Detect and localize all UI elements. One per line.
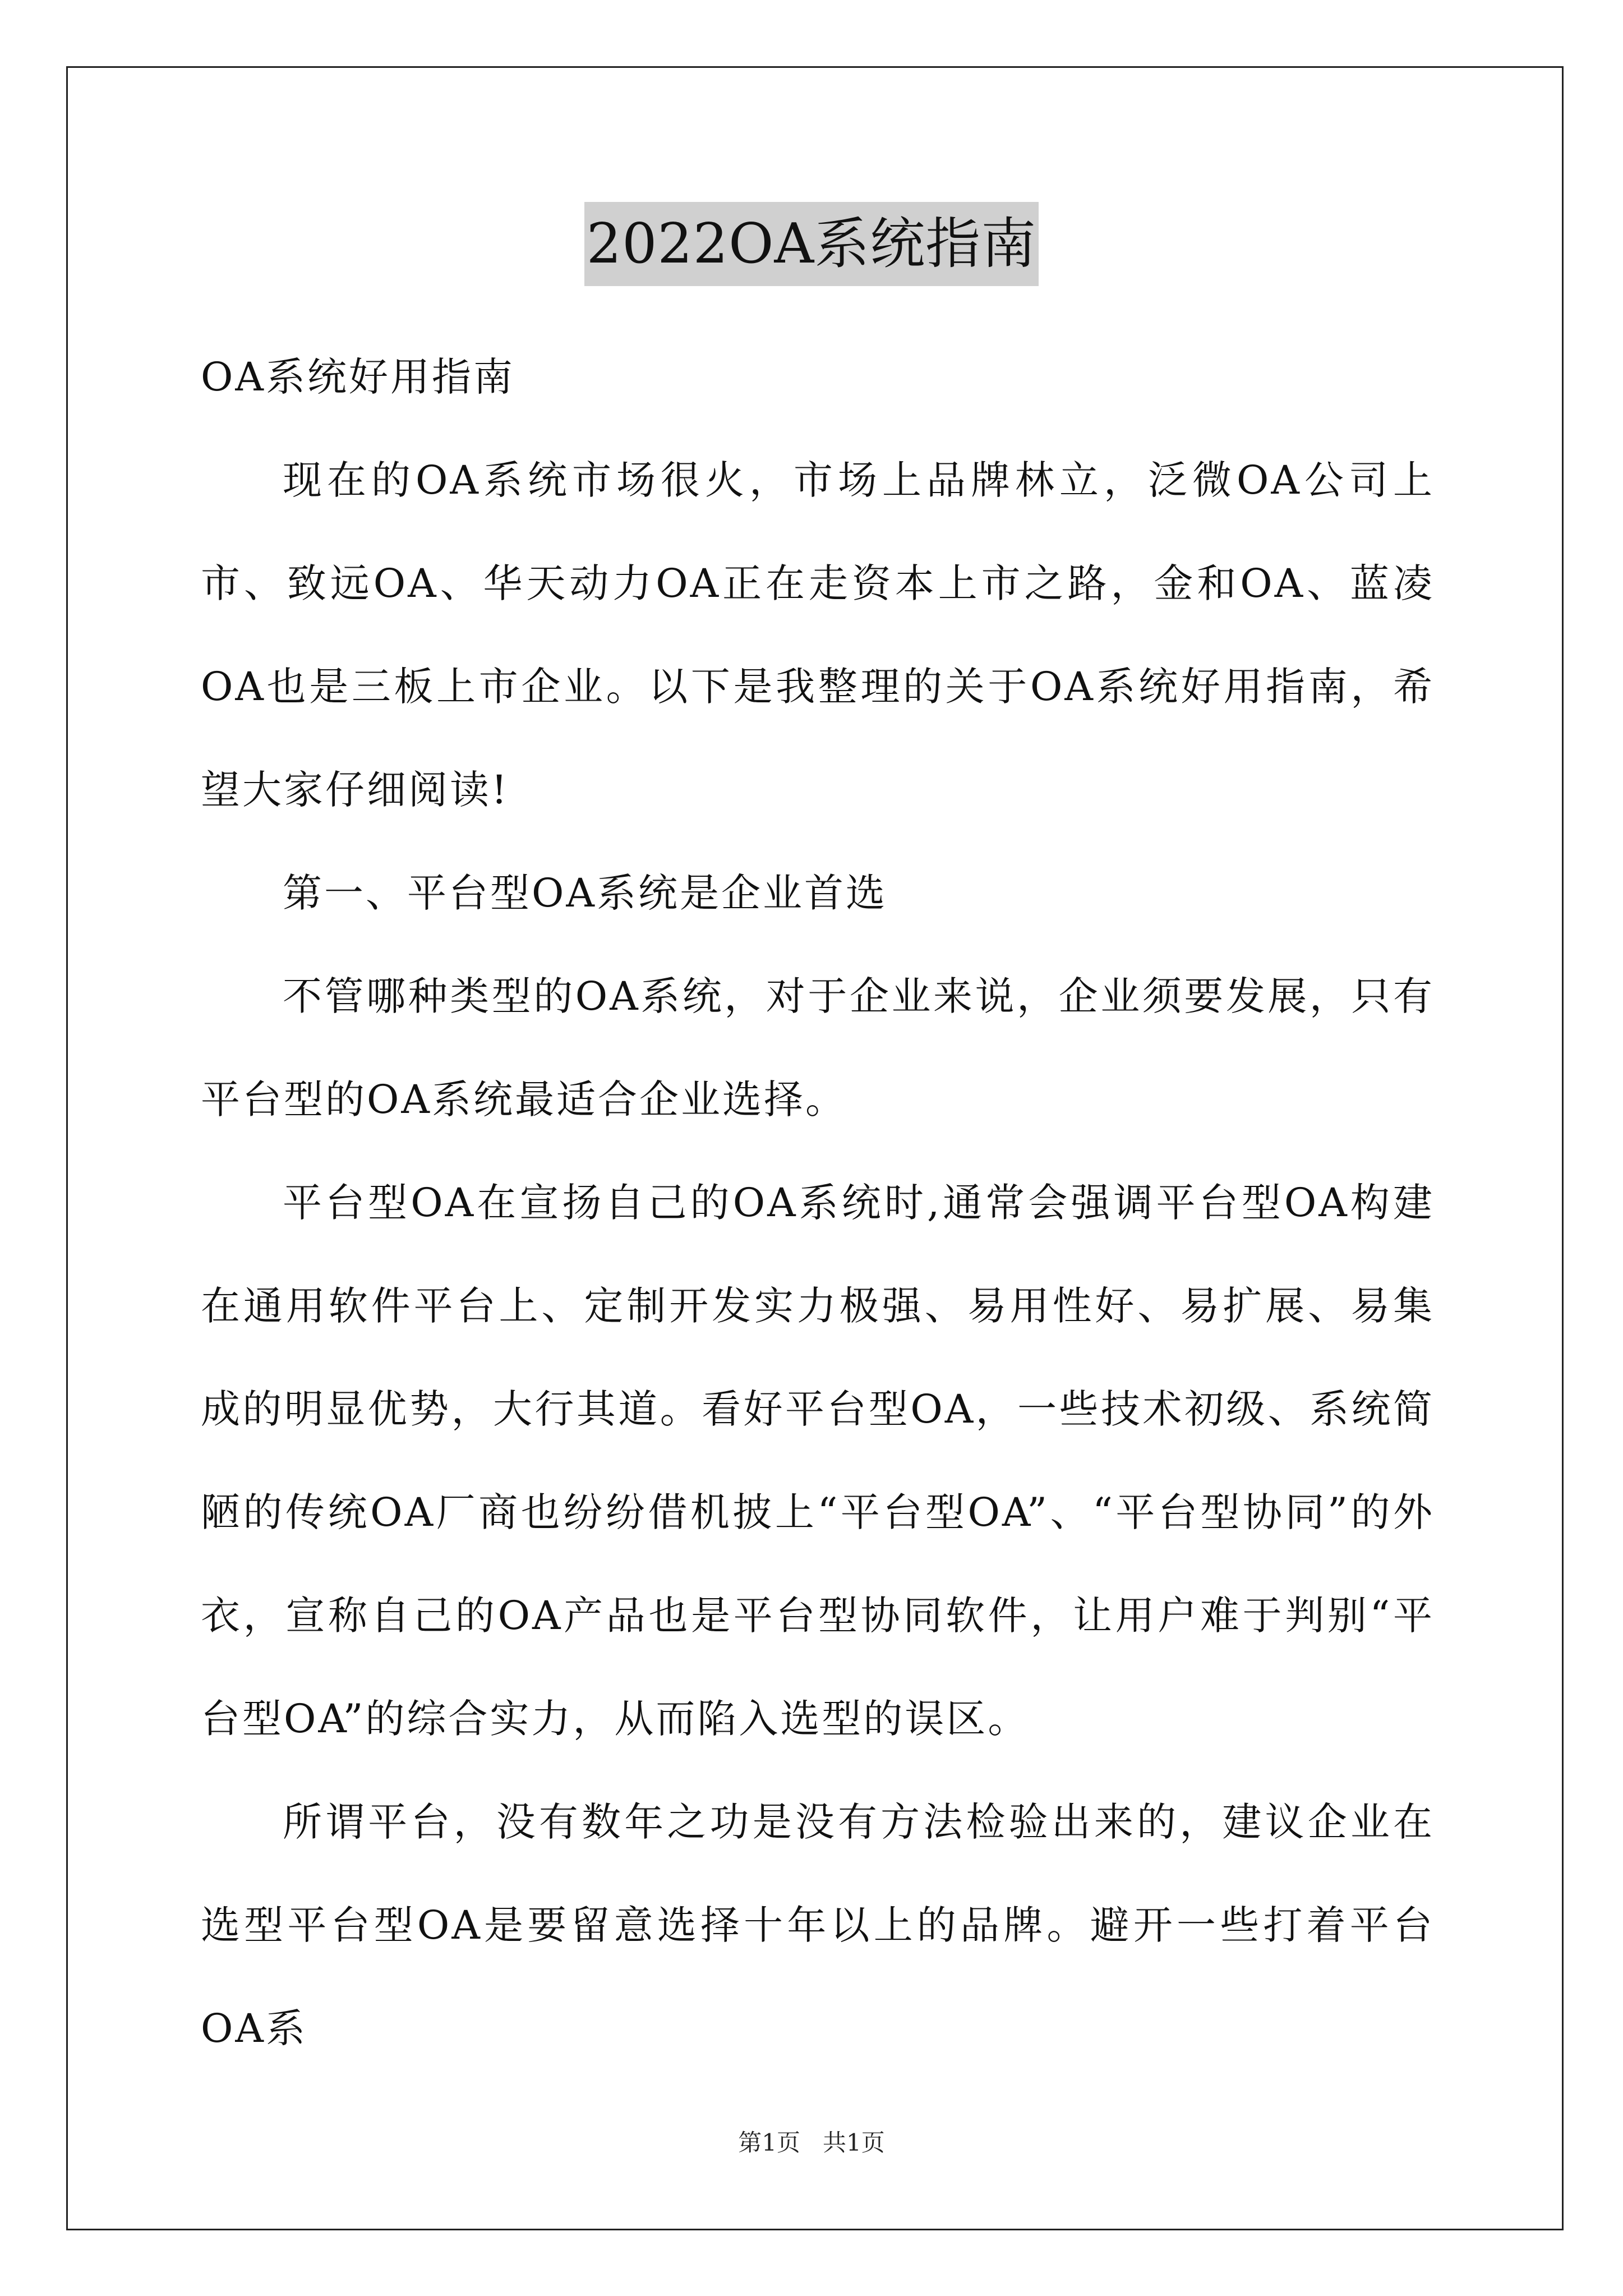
document-title: 2022OA系统指南 [584,202,1039,286]
paragraph: 平台型OA在宣扬自己的OA系统时,通常会强调平台型OA构建在通用软件平台上、定制开发实力极强、易用性好、易扩展、易集成的明显优势，大行其道。看好平台型OA，一些技术初级、系统简陋的传统OA厂商也纷纷借机披上“平台型OA”、“平台型协同”的外衣，宣称自己的OA产品也是平台型协同软件，让用户难于判别“平台型OA”的综合实力，从而陷入选型的误区。 [201,1180,1435,1742]
section-heading: 第一、平台型OA系统是企业首选 [283,870,887,916]
paragraph: OA系统好用指南 [201,354,515,400]
page-number: 第1页 共1页 [738,2129,885,2156]
paragraph: 不管哪种类型的OA系统，对于企业来说，企业须要发展，只有平台型的OA系统最适合企业选择。 [201,973,1435,1122]
document-body [201,325,1435,2080]
title-container [0,202,1623,286]
page-footer [0,2126,1623,2160]
paragraph: 现在的OA系统市场很火，市场上品牌林立，泛微OA公司上市、致远OA、华天动力OA正在走资本上市之路，金和OA、蓝凌OA也是三板上市企业。以下是我整理的关于OA系统好用指南，希望大家仔细阅读! [201,457,1435,813]
paragraph: 所谓平台，没有数年之功是没有方法检验出来的，建议企业在选型平台型OA是要留意选择十年以上的品牌。避开一些打着平台OA系 [201,1799,1435,2051]
